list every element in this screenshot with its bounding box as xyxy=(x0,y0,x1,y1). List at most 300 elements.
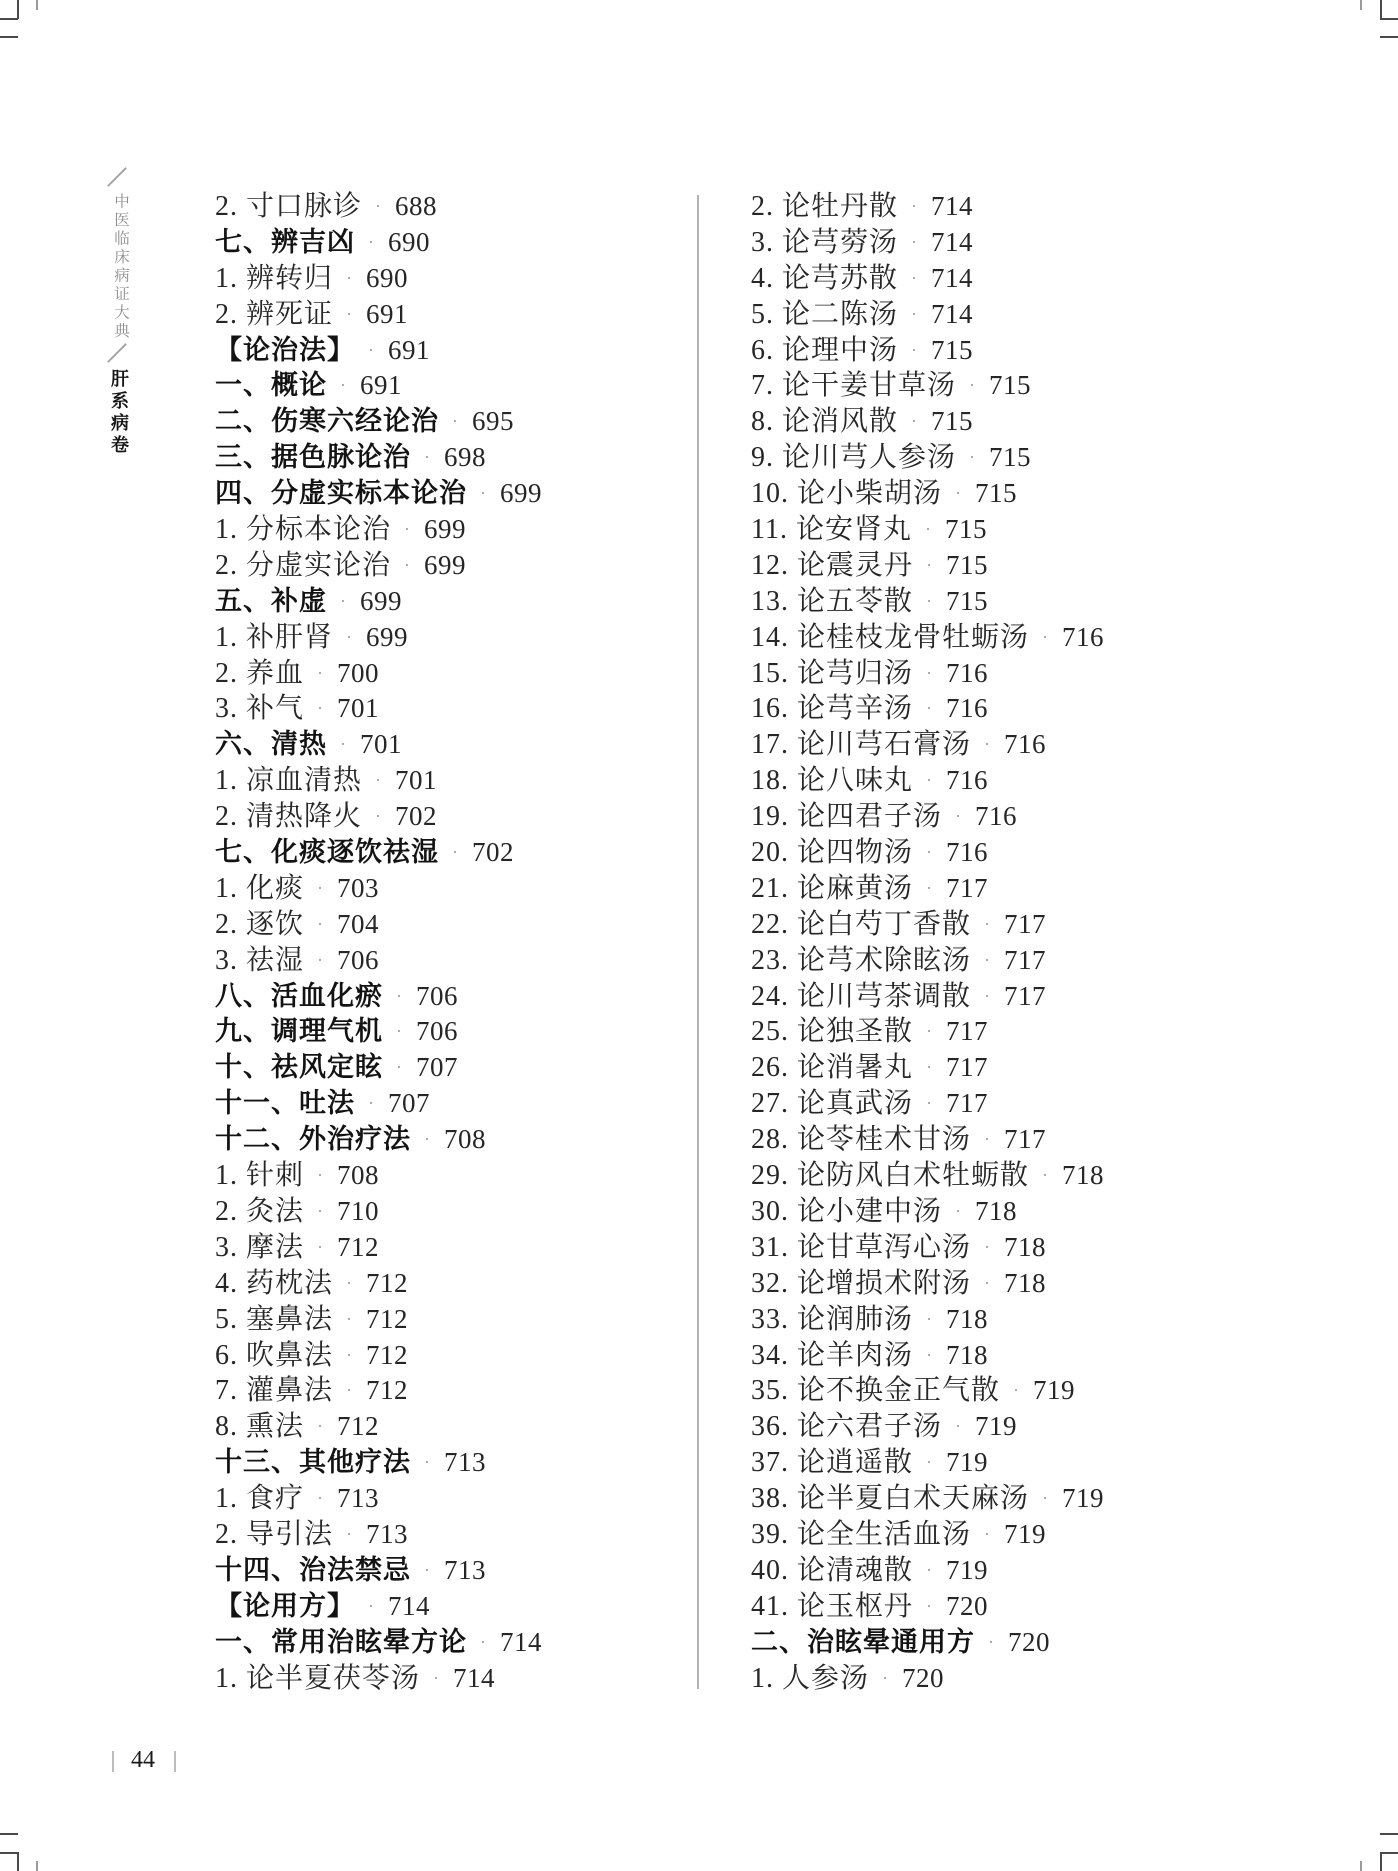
dot-separator: · xyxy=(346,626,354,647)
toc-item-page: 706 xyxy=(416,1016,458,1047)
toc-section-heading xyxy=(751,1625,1104,1661)
toc-item-label: 三、据色脉论治 xyxy=(215,442,411,473)
toc-item xyxy=(751,333,1104,369)
toc-item-label: 7. 论干姜甘草汤 xyxy=(751,370,957,402)
toc-item-page: 714 xyxy=(931,262,974,293)
toc-item-page: 717 xyxy=(946,1016,989,1047)
toc-item xyxy=(215,1661,542,1697)
toc-item xyxy=(751,1481,1104,1517)
toc-item-label: 10. 论小柴胡汤 xyxy=(751,478,943,510)
toc-item xyxy=(215,1158,542,1194)
toc-item-page: 708 xyxy=(337,1160,380,1191)
crop-mark-bottom-right xyxy=(1380,1852,1398,1854)
volume-title: 肝系病卷 xyxy=(109,369,129,457)
dot-separator: · xyxy=(955,806,963,827)
footer-rule xyxy=(112,1751,114,1772)
toc-item xyxy=(751,1661,1104,1697)
toc-item-label: 2. 清热降火 xyxy=(215,801,363,833)
toc-section-heading xyxy=(215,835,542,871)
toc-item-label: 2. 养血 xyxy=(215,657,305,689)
dot-separator: · xyxy=(926,698,934,719)
toc-section-heading xyxy=(215,1086,542,1122)
toc-item-label: 1. 补肝肾 xyxy=(215,621,334,653)
dot-separator: · xyxy=(926,1344,934,1365)
toc-section-heading xyxy=(215,333,542,369)
toc-item-page: 701 xyxy=(360,729,402,760)
dot-separator: · xyxy=(984,734,992,755)
crop-mark-bottom-right xyxy=(1360,1861,1362,1871)
toc-item-label: 36. 论六君子汤 xyxy=(751,1411,943,1443)
toc-item xyxy=(751,1194,1104,1230)
toc-item xyxy=(751,835,1104,871)
toc-item-page: 690 xyxy=(366,262,409,293)
crop-mark-bottom-left xyxy=(36,1861,38,1871)
dot-separator: · xyxy=(984,1236,992,1257)
toc-item xyxy=(215,907,542,943)
toc-section-heading xyxy=(215,1445,542,1481)
dot-separator: · xyxy=(911,196,919,216)
toc-item xyxy=(751,943,1104,979)
toc-item xyxy=(751,1266,1104,1302)
toc-item-label: 2. 导引法 xyxy=(215,1518,334,1550)
dot-separator: · xyxy=(1042,626,1050,647)
toc-item-page: 717 xyxy=(1004,908,1047,939)
toc-item-label: 40. 论清魂散 xyxy=(751,1554,914,1586)
toc-item-label: 七、化痰逐饮祛湿 xyxy=(215,837,439,868)
toc-item xyxy=(751,548,1104,584)
toc-section-heading xyxy=(215,1553,542,1589)
dot-separator: · xyxy=(984,949,992,970)
toc-item xyxy=(751,1158,1104,1194)
toc-item xyxy=(751,799,1104,835)
toc-item-page: 717 xyxy=(946,1052,989,1083)
toc-item-label: 【论治法】 xyxy=(215,334,355,365)
toc-item-label: 八、活血化瘀 xyxy=(215,980,383,1011)
toc-item-page: 699 xyxy=(500,478,542,509)
dot-separator: · xyxy=(988,1631,995,1652)
toc-item-page: 710 xyxy=(337,1195,380,1226)
toc-item xyxy=(751,656,1104,692)
toc-item-label: 2. 分虚实论治 xyxy=(215,549,392,581)
dot-separator: · xyxy=(926,770,934,791)
toc-item-page: 699 xyxy=(366,621,409,652)
dot-separator: · xyxy=(926,1595,934,1616)
dot-separator: · xyxy=(396,1021,403,1042)
toc-item-label: 1. 凉血清热 xyxy=(215,765,363,797)
toc-item-label: 十四、治法禁忌 xyxy=(215,1554,411,1585)
crop-mark-bottom-left xyxy=(0,1833,18,1835)
toc-item-label: 十二、外治疗法 xyxy=(215,1124,411,1155)
toc-section-heading xyxy=(215,584,542,620)
toc-item-label: 11. 论安肾丸 xyxy=(751,514,912,546)
toc-item-label: 一、概论 xyxy=(215,370,327,401)
toc-item-label: 九、调理气机 xyxy=(215,1016,383,1047)
dot-separator: · xyxy=(926,554,934,575)
dot-separator: · xyxy=(375,196,383,216)
dot-separator: · xyxy=(984,1129,992,1150)
toc-section-heading xyxy=(215,979,542,1015)
toc-item xyxy=(215,1373,542,1409)
dot-separator: · xyxy=(1013,1380,1021,1401)
dot-separator: · xyxy=(924,519,932,540)
dot-separator: · xyxy=(969,375,977,396)
toc-item-page: 719 xyxy=(1004,1518,1047,1549)
toc-item-label: 1. 分标本论治 xyxy=(215,514,392,546)
toc-item-page: 719 xyxy=(1033,1375,1076,1406)
toc-item xyxy=(751,979,1104,1015)
dot-separator: · xyxy=(969,447,977,468)
toc-item-page: 695 xyxy=(472,406,514,437)
toc-item-page: 719 xyxy=(975,1411,1018,1442)
dot-separator: · xyxy=(368,1595,375,1616)
dot-separator: · xyxy=(317,949,325,970)
crop-mark-bottom-right xyxy=(1380,1852,1382,1871)
dot-separator: · xyxy=(340,590,347,611)
toc-right-column xyxy=(751,189,1104,1696)
toc-item xyxy=(215,1409,542,1445)
toc-item xyxy=(215,261,542,297)
dot-separator: · xyxy=(346,267,354,288)
toc-item-page: 706 xyxy=(337,944,380,975)
sidebar-slash-icon xyxy=(107,343,127,363)
toc-item xyxy=(751,1050,1104,1086)
toc-item-page: 718 xyxy=(946,1339,989,1370)
dot-separator: · xyxy=(911,231,919,252)
dot-separator: · xyxy=(882,1667,890,1688)
toc-item-label: 4. 药枕法 xyxy=(215,1267,334,1299)
toc-item xyxy=(751,1517,1104,1553)
toc-item xyxy=(751,189,1104,225)
toc-item xyxy=(751,1122,1104,1158)
toc-item-page: 716 xyxy=(946,657,989,688)
toc-item-page: 713 xyxy=(366,1518,409,1549)
dot-separator: · xyxy=(984,913,992,934)
toc-item xyxy=(751,368,1104,404)
toc-item-page: 712 xyxy=(337,1411,380,1442)
toc-item-page: 701 xyxy=(337,693,380,724)
toc-item-page: 699 xyxy=(360,585,402,616)
toc-item-page: 714 xyxy=(931,226,974,257)
toc-item-label: 十一、吐法 xyxy=(215,1088,355,1119)
toc-item-page: 691 xyxy=(360,370,402,401)
toc-item-label: 1. 针刺 xyxy=(215,1160,305,1192)
toc-item-page: 719 xyxy=(1062,1483,1105,1514)
dot-separator: · xyxy=(926,1308,934,1329)
toc-item-page: 707 xyxy=(416,1052,458,1083)
toc-section-heading xyxy=(215,1589,542,1625)
toc-item-label: 31. 论甘草泻心汤 xyxy=(751,1231,972,1263)
dot-separator: · xyxy=(396,1057,403,1078)
toc-item xyxy=(215,1266,542,1302)
toc-item-page: 712 xyxy=(366,1339,409,1370)
dot-separator: · xyxy=(317,913,325,934)
toc-item xyxy=(751,512,1104,548)
toc-item xyxy=(751,404,1104,440)
dot-separator: · xyxy=(404,519,412,540)
toc-section-heading xyxy=(215,1014,542,1050)
toc-item-label: 22. 论白芍丁香散 xyxy=(751,908,972,940)
toc-item-page: 715 xyxy=(946,585,989,616)
toc-section-heading xyxy=(215,1122,542,1158)
crop-mark-top-left xyxy=(0,18,18,20)
crop-mark-top-right xyxy=(1360,0,1362,10)
page-number: 44 xyxy=(131,1747,155,1773)
dot-separator: · xyxy=(317,1165,325,1186)
toc-item-page: 717 xyxy=(946,872,989,903)
toc-item-page: 716 xyxy=(1062,621,1105,652)
toc-item-label: 8. 熏法 xyxy=(215,1411,305,1443)
toc-item-page: 703 xyxy=(337,872,380,903)
toc-item xyxy=(215,620,542,656)
toc-item-page: 716 xyxy=(975,801,1018,832)
toc-item xyxy=(215,1338,542,1374)
toc-item-label: 27. 论真武汤 xyxy=(751,1088,914,1120)
toc-item-label: 14. 论桂枝龙骨牡蛎汤 xyxy=(751,621,1030,653)
toc-item-label: 1. 食疗 xyxy=(215,1483,305,1515)
toc-item xyxy=(751,1302,1104,1338)
toc-section-heading xyxy=(215,1625,542,1661)
toc-item xyxy=(215,189,542,225)
toc-section-heading xyxy=(215,476,542,512)
toc-item-page: 701 xyxy=(395,765,438,796)
column-divider xyxy=(697,195,699,1689)
toc-item-label: 【论用方】 xyxy=(215,1590,355,1621)
toc-item-page: 713 xyxy=(337,1483,380,1514)
dot-separator: · xyxy=(955,1200,963,1221)
dot-separator: · xyxy=(984,1272,992,1293)
toc-item-page: 714 xyxy=(388,1590,430,1621)
crop-mark-top-right xyxy=(1380,0,1382,19)
crop-mark-top-left xyxy=(36,0,38,10)
toc-item-page: 700 xyxy=(337,657,380,688)
crop-mark-top-right xyxy=(1380,18,1398,20)
toc-item-label: 四、分虚实标本论治 xyxy=(215,478,467,509)
toc-item-label: 26. 论消暑丸 xyxy=(751,1052,914,1084)
toc-section-heading xyxy=(215,1050,542,1086)
toc-item-page: 715 xyxy=(931,406,974,437)
dot-separator: · xyxy=(317,698,325,719)
toc-item-label: 34. 论羊肉汤 xyxy=(751,1339,914,1371)
toc-item xyxy=(215,763,542,799)
toc-section-heading xyxy=(215,727,542,763)
toc-item-page: 713 xyxy=(444,1447,486,1478)
toc-item-label: 1. 人参汤 xyxy=(751,1662,870,1694)
dot-separator: · xyxy=(424,1129,431,1150)
dot-separator: · xyxy=(368,1093,375,1114)
dot-separator: · xyxy=(317,1488,325,1509)
dot-separator: · xyxy=(926,1559,934,1580)
toc-item-label: 20. 论四物汤 xyxy=(751,837,914,869)
toc-item xyxy=(215,799,542,835)
toc-item-page: 706 xyxy=(416,980,458,1011)
toc-item xyxy=(215,512,542,548)
toc-item-label: 六、清热 xyxy=(215,729,327,760)
dot-separator: · xyxy=(911,339,919,360)
dot-separator: · xyxy=(317,877,325,898)
dot-separator: · xyxy=(424,447,431,468)
toc-item xyxy=(751,1014,1104,1050)
toc-item-page: 715 xyxy=(975,478,1018,509)
toc-item xyxy=(751,476,1104,512)
toc-item xyxy=(215,1302,542,1338)
toc-item-label: 5. 论二陈汤 xyxy=(751,298,899,330)
toc-item xyxy=(751,1445,1104,1481)
toc-item xyxy=(751,584,1104,620)
toc-item-label: 十、祛风定眩 xyxy=(215,1052,383,1083)
dot-separator: · xyxy=(424,1559,431,1580)
crop-mark-bottom-right xyxy=(1380,1833,1398,1835)
toc-item-label: 7. 灌鼻法 xyxy=(215,1375,334,1407)
toc-item-page: 707 xyxy=(388,1088,430,1119)
toc-item-label: 2. 寸口脉诊 xyxy=(215,191,363,222)
dot-separator: · xyxy=(1042,1165,1050,1186)
dot-separator: · xyxy=(911,267,919,288)
crop-mark-top-right xyxy=(1380,36,1398,38)
dot-separator: · xyxy=(955,1416,963,1437)
toc-item-label: 21. 论麻黄汤 xyxy=(751,872,914,904)
toc-section-heading xyxy=(215,440,542,476)
toc-item-label: 3. 论芎䓖汤 xyxy=(751,226,899,258)
toc-item-label: 29. 论防风白术牡蛎散 xyxy=(751,1160,1030,1192)
dot-separator: · xyxy=(346,1523,354,1544)
toc-item xyxy=(751,1373,1104,1409)
toc-item-label: 13. 论五苓散 xyxy=(751,585,914,617)
toc-item-label: 15. 论芎归汤 xyxy=(751,657,914,689)
toc-item xyxy=(751,1230,1104,1266)
dot-separator: · xyxy=(480,1631,487,1652)
toc-item-page: 714 xyxy=(500,1626,542,1657)
dot-separator: · xyxy=(433,1667,441,1688)
dot-separator: · xyxy=(346,1272,354,1293)
toc-item-label: 33. 论润肺汤 xyxy=(751,1303,914,1335)
dot-separator: · xyxy=(346,1380,354,1401)
toc-item-label: 1. 论半夏茯苓汤 xyxy=(215,1662,421,1694)
toc-item xyxy=(215,1517,542,1553)
dot-separator: · xyxy=(368,339,375,360)
toc-item-label: 17. 论川芎石膏汤 xyxy=(751,729,972,761)
dot-separator: · xyxy=(368,231,375,252)
toc-item-page: 691 xyxy=(388,334,430,365)
toc-item-page: 702 xyxy=(472,837,514,868)
toc-item-page: 716 xyxy=(946,765,989,796)
toc-item-page: 714 xyxy=(931,191,974,221)
toc-item-label: 5. 塞鼻法 xyxy=(215,1303,334,1335)
toc-item-page: 715 xyxy=(989,370,1032,401)
toc-item-page: 717 xyxy=(1004,980,1047,1011)
toc-item-label: 41. 论玉枢丹 xyxy=(751,1590,914,1622)
toc-item-label: 2. 逐饮 xyxy=(215,908,305,940)
toc-item-label: 1. 化痰 xyxy=(215,872,305,904)
dot-separator: · xyxy=(317,1236,325,1257)
toc-item xyxy=(751,261,1104,297)
toc-item-page: 719 xyxy=(946,1447,989,1478)
toc-item xyxy=(215,548,542,584)
toc-item-page: 720 xyxy=(946,1590,989,1621)
dot-separator: · xyxy=(926,590,934,611)
toc-item xyxy=(751,1338,1104,1374)
dot-separator: · xyxy=(480,483,487,504)
sidebar-slash-icon xyxy=(107,167,127,187)
toc-item-label: 6. 论理中汤 xyxy=(751,334,899,366)
toc-item xyxy=(751,691,1104,727)
toc-item-page: 715 xyxy=(946,549,989,580)
toc-item xyxy=(751,1086,1104,1122)
dot-separator: · xyxy=(955,483,963,504)
toc-item-label: 七、辨吉凶 xyxy=(215,226,355,257)
toc-left-column xyxy=(215,189,542,1696)
dot-separator: · xyxy=(317,662,325,683)
toc-item xyxy=(215,1194,542,1230)
toc-item-page: 716 xyxy=(946,837,989,868)
toc-item-page: 699 xyxy=(424,514,467,545)
toc-item-page: 704 xyxy=(337,908,380,939)
toc-item-label: 39. 论全生活血汤 xyxy=(751,1518,972,1550)
book-series-title: 中医临床病证大典 xyxy=(112,193,129,341)
toc-item-page: 716 xyxy=(946,693,989,724)
dot-separator: · xyxy=(926,662,934,683)
toc-item xyxy=(751,871,1104,907)
dot-separator: · xyxy=(375,806,383,827)
dot-separator: · xyxy=(926,1057,934,1078)
footer-rule xyxy=(174,1751,176,1772)
dot-separator: · xyxy=(984,1523,992,1544)
dot-separator: · xyxy=(317,1416,325,1437)
toc-item-label: 8. 论消风散 xyxy=(751,406,899,438)
toc-item xyxy=(215,1230,542,1266)
toc-item-page: 718 xyxy=(975,1195,1018,1226)
dot-separator: · xyxy=(926,842,934,863)
toc-item-label: 25. 论独圣散 xyxy=(751,1016,914,1048)
toc-item-label: 24. 论川芎茶调散 xyxy=(751,980,972,1012)
toc-item xyxy=(215,656,542,692)
dot-separator: · xyxy=(396,985,403,1006)
toc-item-page: 718 xyxy=(1062,1160,1105,1191)
toc-item-label: 3. 补气 xyxy=(215,693,305,725)
toc-item-page: 717 xyxy=(946,1088,989,1119)
toc-item-label: 2. 灸法 xyxy=(215,1195,305,1227)
toc-item xyxy=(751,297,1104,333)
toc-item xyxy=(215,297,542,333)
toc-item-page: 718 xyxy=(1004,1267,1047,1298)
toc-item-page: 699 xyxy=(424,549,467,580)
dot-separator: · xyxy=(375,770,383,791)
toc-item xyxy=(751,1589,1104,1625)
toc-item xyxy=(215,943,542,979)
toc-item xyxy=(215,871,542,907)
toc-item-page: 712 xyxy=(366,1303,409,1334)
toc-item-page: 690 xyxy=(388,226,430,257)
dot-separator: · xyxy=(911,303,919,324)
toc-item-label: 28. 论苓桂术甘汤 xyxy=(751,1124,972,1156)
toc-item-page: 719 xyxy=(946,1554,989,1585)
toc-item-page: 720 xyxy=(902,1662,945,1693)
dot-separator: · xyxy=(452,842,459,863)
toc-item-label: 9. 论川芎人参汤 xyxy=(751,442,957,474)
toc-item-page: 698 xyxy=(444,442,486,473)
toc-item xyxy=(751,763,1104,799)
toc-item xyxy=(751,907,1104,943)
toc-item-label: 37. 论逍遥散 xyxy=(751,1447,914,1479)
toc-item xyxy=(751,727,1104,763)
toc-item xyxy=(215,691,542,727)
toc-section-heading xyxy=(215,368,542,404)
toc-item-page: 708 xyxy=(444,1124,486,1155)
dot-separator: · xyxy=(317,1200,325,1221)
toc-item-page: 713 xyxy=(444,1554,486,1585)
dot-separator: · xyxy=(346,1344,354,1365)
toc-item-page: 712 xyxy=(337,1231,380,1262)
toc-item-label: 二、伤寒六经论治 xyxy=(215,406,439,437)
